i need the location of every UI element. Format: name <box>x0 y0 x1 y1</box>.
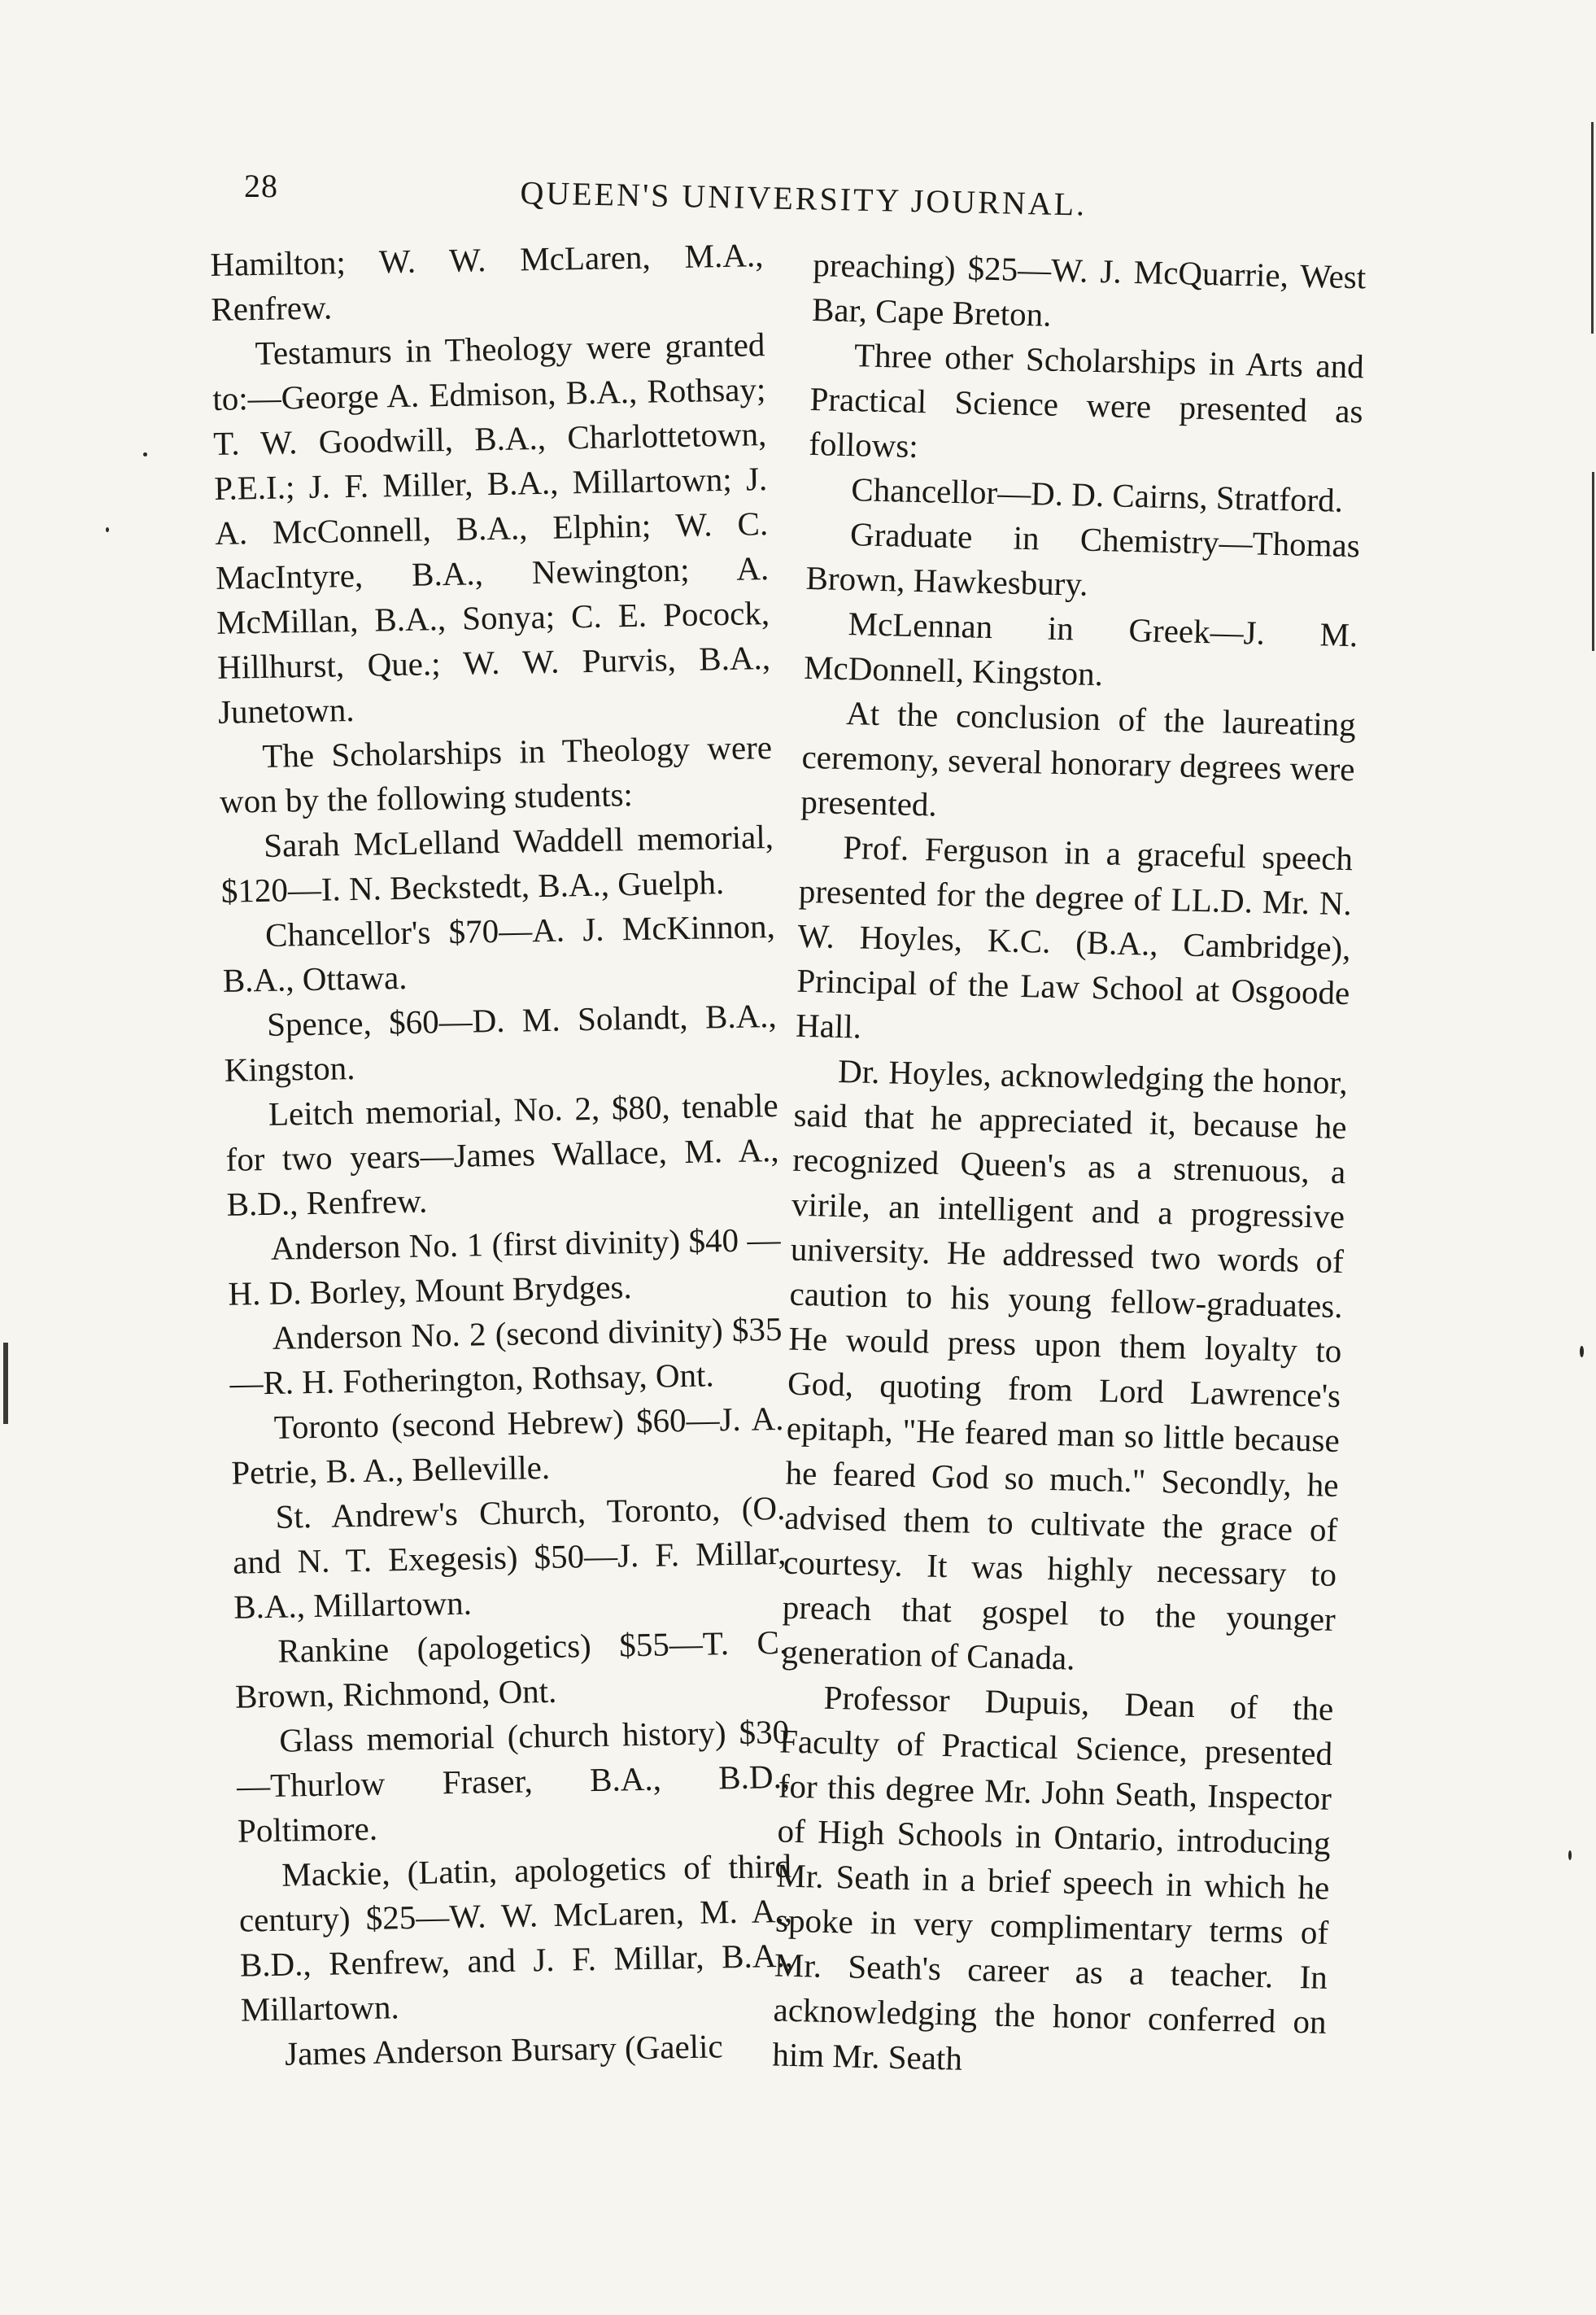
paragraph: James Anderson Bursary (Gaelic <box>284 2027 724 2073</box>
paragraph: Prof. Ferguson in a graceful speech presented for the degree of LL.D. Mr. N. W. Hoyles, K.C. (B.A., Cambridge), Principal of the Law School at Osgoode Hall. <box>795 828 1354 1046</box>
paragraph: Chancellor—D. D. Cairns, Stratford. <box>850 470 1344 519</box>
paragraph: St. Andrew's Church, Toronto, (O. and N. T. Exegesis) $50—J. F. Millar, B.A., Millartown. <box>232 1488 787 1626</box>
paragraph: Leitch memorial, No. 2, $80, tenable for two years—James Wallace, M. A., B.D., Renfrew. <box>225 1085 779 1223</box>
print-speck <box>1568 1850 1572 1860</box>
paragraph: At the conclusion of the laureating ceremony, several honorary degrees were presented. <box>800 694 1357 823</box>
paragraph: Sarah McLelland Waddell memorial, $120—I. N. Beckstedt, B.A., Guelph. <box>220 818 774 910</box>
scan-edge-mark <box>3 1343 8 1424</box>
paragraph: McLennan in Greek—J. M. McDonnell, Kingston. <box>803 605 1358 693</box>
paragraph: Testamurs in Theology were granted to:—George A. Edmison, B.A., Rothsay; T. W. Goodwill, B.A., Charlottetown, P.E.I.; J. F. Miller, B.A., Millartown; J. A. McConnell, B.A., Elphin; W. C. MacIntyre, B.A., Newington; A. McMillan, B.A., Sonya; C. E. Pocock, Hillhurst, Que.; W. W. Purvis, B.A., Junetown. <box>211 325 771 731</box>
page-number: 28 <box>244 168 278 204</box>
paragraph: Hamilton; W. W. McLaren, M.A., Renfrew. <box>210 236 764 328</box>
paragraph: Rankine (apologetics) $55—T. C. Brown, Richmond, Ont. <box>234 1623 788 1715</box>
paragraph: Professor Dupuis, Dean of the Faculty of Practical Science, presented for this degree Mr. John Seath, Inspector of High Schools in Ontario, introducing Mr. Seath in a brief speech in which he spoke in very complimentary terms of Mr. Seath's career as a teacher. In acknowledging the honor conferred on him Mr. Seath <box>771 1678 1334 2077</box>
print-speck <box>106 527 109 532</box>
paragraph: Chancellor's $70—A. J. McKinnon, B.A., Ottawa. <box>222 907 776 999</box>
paragraph: Anderson No. 1 (first divinity) $40 —H. D. Borley, Mount Brydges. <box>228 1220 781 1313</box>
paragraph: Glass memorial (church history) $30—Thurlow Fraser, B.A., B.D., Poltimore. <box>236 1712 791 1850</box>
journal-title: QUEEN'S UNIVERSITY JOURNAL. <box>520 173 1088 223</box>
paragraph: Anderson No. 2 (second divinity) $35—R. H. Fotherington, Rothsay, Ont. <box>229 1309 783 1402</box>
left-column <box>210 233 795 2077</box>
scan-edge-mark <box>1592 472 1594 651</box>
print-speck <box>143 452 147 456</box>
paragraph: The Scholarships in Theology were won by the following students: <box>219 728 773 820</box>
paragraph: Graduate in Chemistry—Thomas Brown, Hawkesbury. <box>805 515 1361 603</box>
paragraph: preaching) $25—W. J. McQuarrie, West Bar, Cape Breton. <box>811 245 1367 334</box>
paragraph: Mackie, (Latin, apologetics of third century) $25—W. W. McLaren, M. A., B.D., Renfrew, and J. F. Millar, B.A., Millartown. <box>238 1846 794 2029</box>
print-speck <box>1580 1346 1584 1357</box>
running-head <box>244 159 1440 224</box>
paragraph: Toronto (second Hebrew) $60—J. A. Petrie, B. A., Belleville. <box>230 1399 784 1492</box>
right-column <box>772 242 1367 2090</box>
paragraph: Dr. Hoyles, acknowledging the honor, said that he appreciated it, because he recognized Queen's as a strenuous, a virile, an intelligent and a progressive university. He addressed two words of caution to his young fellow-graduates. He would press upon them loyalty to God, quoting from Lord Lawrence's epitaph, "He feared man so little because he feared God so much." Secondly, he advised them to cultivate the grace of courtesy. It was highly necessary to preach that gospel to the younger generation of Canada. <box>781 1051 1349 1677</box>
scan-edge-mark <box>1591 122 1594 334</box>
paragraph: Spence, $60—D. M. Solandt, B.A., Kingston. <box>224 996 778 1089</box>
paragraph: Three other Scholarships in Arts and Practical Science were presented as follows: <box>808 336 1365 465</box>
